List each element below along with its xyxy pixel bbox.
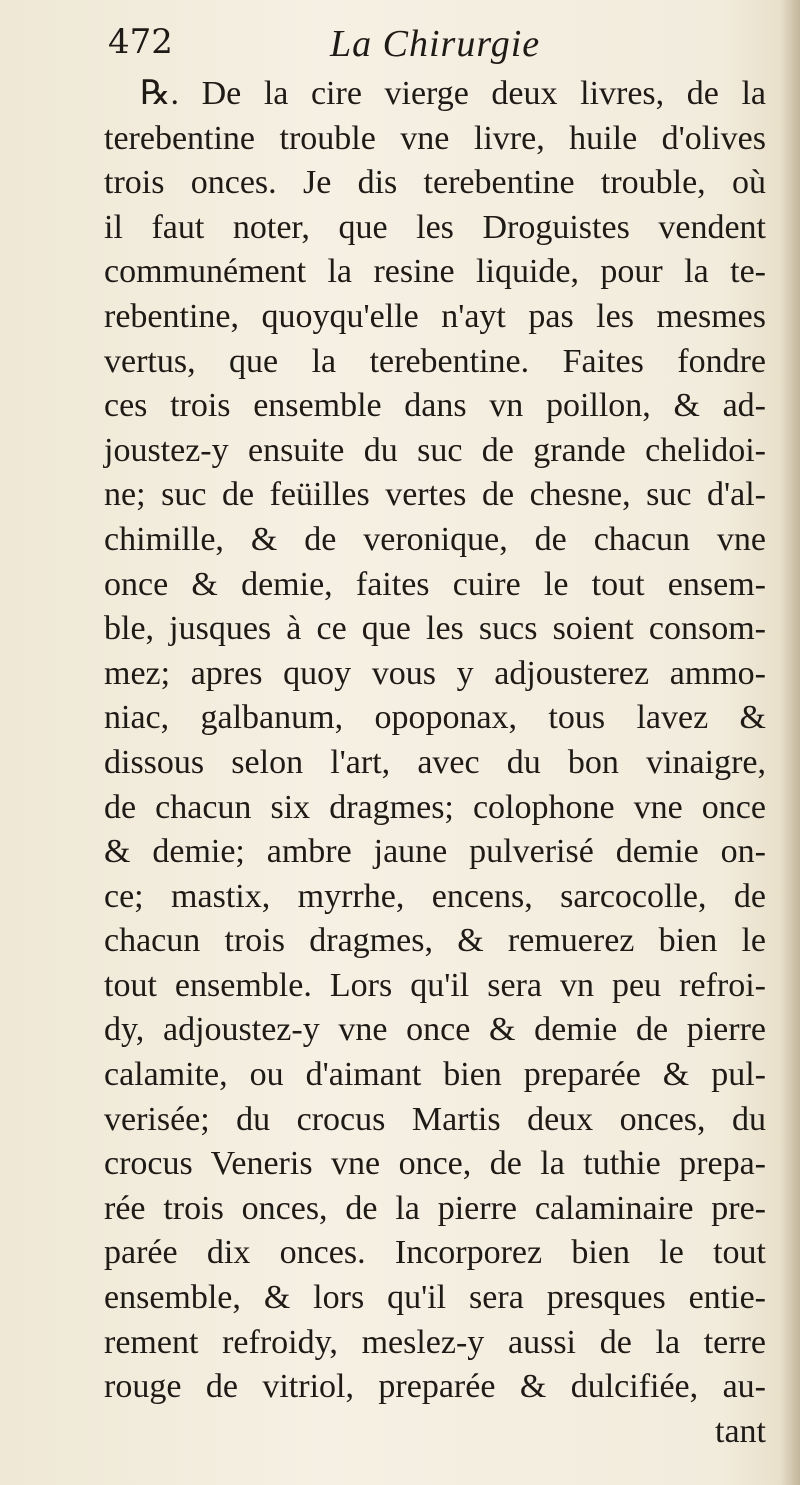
text-line: rebentine, quoyqu'elle n'ayt pas les mesmes	[104, 297, 766, 335]
text-line: ble, jusques à ce que les sucs soient consom-	[104, 610, 766, 648]
text-line: il faut noter, que les Droguistes vendent	[104, 208, 766, 246]
text-line: chimille, & de veronique, de chacun vne	[104, 520, 766, 558]
text-line: de chacun six dragmes; colophone vne once	[104, 788, 766, 826]
text-line: terebentine trouble vne livre, huile d'olives	[104, 119, 766, 157]
text-line: once & demie, faites cuire le tout ensem-	[104, 565, 766, 603]
page-number: 472	[108, 22, 173, 62]
text-line: ensemble, & lors qu'il sera presques entie-	[104, 1279, 766, 1317]
text-line: rée trois onces, de la pierre calaminaire pre-	[104, 1189, 766, 1227]
running-title: La Chirurgie	[330, 23, 541, 65]
text-line: rouge de vitriol, preparée & dulcifiée, au-	[104, 1368, 766, 1406]
text-line: ne; suc de feüilles vertes de chesne, suc d'al-	[104, 476, 766, 514]
text-line: chacun trois dragmes, & remuerez bien le	[104, 922, 766, 960]
text-line: parée dix onces. Incorporez bien le tout	[104, 1234, 766, 1272]
text-line: tout ensemble. Lors qu'il sera vn peu refroi-	[104, 966, 766, 1004]
catchword: tant	[715, 1412, 766, 1450]
text-line: crocus Veneris vne once, de la tuthie prepa-	[104, 1145, 766, 1183]
text-line: mez; apres quoy vous y adjousterez ammo-	[104, 654, 766, 692]
text-line: ℞. De la cire vierge deux livres, de la	[140, 75, 766, 112]
text-line: & demie; ambre jaune pulverisé demie on-	[104, 833, 766, 871]
text-line: joustez-y ensuite du suc de grande chelidoi-	[104, 431, 766, 469]
text-line: trois onces. Je dis terebentine trouble, où	[104, 164, 766, 202]
body-text	[104, 72, 766, 1454]
text-line: calamite, ou d'aimant bien preparée & pul-	[104, 1056, 766, 1094]
text-line: verisée; du crocus Martis deux onces, du	[104, 1100, 766, 1138]
page-header	[108, 22, 768, 72]
text-line: dissous selon l'art, avec du bon vinaigre,	[104, 743, 766, 781]
text-line: ces trois ensemble dans vn poillon, & ad-	[104, 387, 766, 425]
text-line: communément la resine liquide, pour la te-	[104, 253, 766, 291]
text-line: ce; mastix, myrrhe, encens, sarcocolle, de	[104, 877, 766, 915]
page-edge-shadow	[780, 0, 800, 1485]
text-line: niac, galbanum, opoponax, tous lavez &	[104, 699, 766, 737]
text-line: rement refroidy, meslez-y aussi de la terre	[104, 1323, 766, 1361]
text-line: vertus, que la terebentine. Faites fondre	[104, 342, 766, 380]
text-line: dy, adjoustez-y vne once & demie de pierre	[104, 1011, 766, 1049]
